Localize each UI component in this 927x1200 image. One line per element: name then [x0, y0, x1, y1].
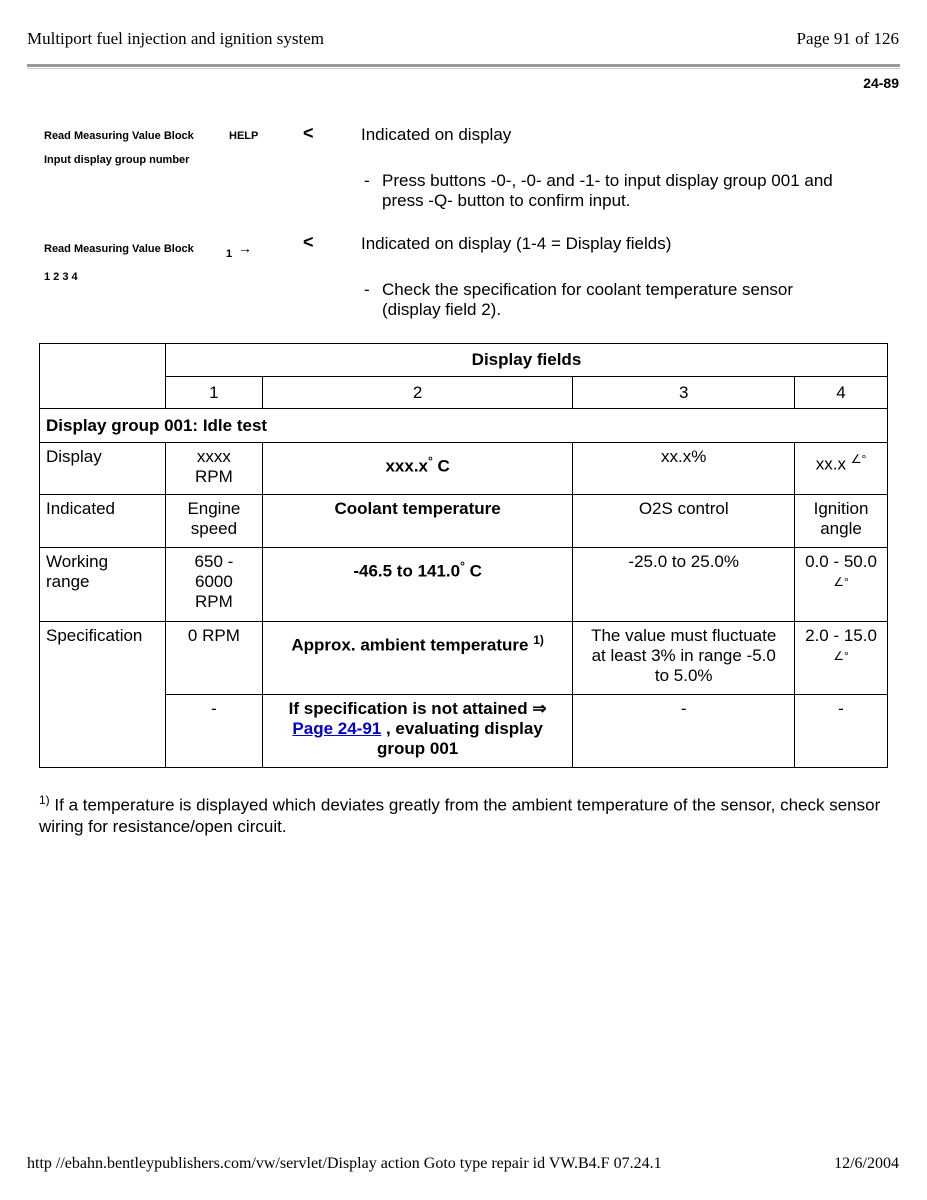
- section-page-code: 24-89: [863, 75, 899, 91]
- step1-indicated: Indicated on display: [361, 125, 512, 144]
- degree-icon: °: [428, 454, 433, 468]
- cell-text: RPM: [195, 467, 233, 486]
- cell-text: angle: [820, 519, 862, 538]
- group-title: Display group 001: Idle test: [40, 409, 888, 443]
- table-row: [40, 548, 888, 622]
- degree-icon: °: [460, 559, 465, 573]
- cell-spec-3: [573, 622, 795, 695]
- cell-text: 2.0 - 15.0: [805, 626, 877, 645]
- cell-text: Working: [46, 552, 109, 571]
- right-arrow-icon: →: [238, 240, 252, 256]
- cell-text: speed: [190, 519, 238, 538]
- cell-text: [801, 572, 881, 598]
- display-indicator-icon: <: [303, 232, 314, 252]
- cell-note-1: -: [165, 695, 262, 768]
- page-link[interactable]: Page 24-91: [292, 719, 382, 738]
- col-header-4: 4: [795, 377, 888, 409]
- row-label-display: Display: [40, 443, 166, 495]
- cell-display-2: [262, 443, 573, 495]
- cell-note-4: -: [795, 695, 888, 768]
- footnote: [39, 790, 899, 837]
- cell-display-4: [795, 443, 888, 495]
- angle-icon: ∠: [850, 452, 862, 466]
- cell-text: C: [464, 561, 482, 581]
- document-title: Multiport fuel injection and ignition system: [27, 29, 324, 48]
- cell-working-1: [165, 548, 262, 622]
- angle-icon: ∠: [833, 575, 844, 589]
- cell-text: Approx. ambient temperature: [291, 635, 529, 655]
- cell-text: -46.5 to 141.0: [353, 561, 461, 581]
- step1-label-help: HELP: [229, 130, 259, 142]
- cell-text-link-line: [269, 719, 567, 739]
- cell-text: range: [46, 572, 90, 591]
- step1-label-b: Input display group number: [44, 154, 190, 166]
- footnote-mark: 1): [39, 793, 50, 807]
- table-row: [40, 622, 888, 695]
- cell-text: xxx.x: [385, 456, 428, 476]
- header-rule: [27, 64, 900, 67]
- header-rule-shadow: [27, 68, 900, 69]
- cell-text: group 001: [377, 739, 459, 758]
- row-label-working: [40, 548, 166, 622]
- table-corner-cell: [40, 344, 166, 409]
- footnote-ref: 1): [533, 633, 544, 647]
- cell-display-3: xx.x%: [573, 443, 795, 495]
- step2-bullet-text-cont: (display field 2).: [382, 300, 502, 319]
- cell-note-3: -: [573, 695, 795, 768]
- cell-spec-2: [262, 622, 573, 695]
- footer-date: 12/6/2004: [834, 1155, 899, 1172]
- step2-indicated: Indicated on display (1-4 = Display fields): [361, 234, 672, 253]
- step2-bullet-text: Check the specification for coolant temperature sensor: [382, 280, 794, 299]
- col-header-2: 2: [262, 377, 573, 409]
- cell-text: C: [432, 456, 450, 476]
- degree-icon: °: [843, 575, 849, 589]
- cell-indicated-3: O2S control: [573, 495, 795, 548]
- col-header-3: 3: [573, 377, 795, 409]
- cell-working-4: [795, 548, 888, 622]
- cell-text: 650 -: [194, 552, 234, 571]
- cell-indicated-4: [795, 495, 888, 548]
- cell-spec-1: 0 RPM: [165, 622, 262, 695]
- col-header-1: 1: [165, 377, 262, 409]
- display-indicator-icon: <: [303, 123, 314, 143]
- step1-label-a: Read Measuring Value Block: [44, 130, 194, 142]
- table-row: [40, 695, 888, 768]
- cell-note-2: [262, 695, 573, 768]
- cell-text: at least 3% in range -5.0: [591, 646, 776, 665]
- cell-text: , evaluating display: [381, 719, 543, 738]
- cell-text: [801, 646, 881, 672]
- step2-label-a: Read Measuring Value Block: [44, 243, 194, 255]
- footnote-text: If a temperature is displayed which deviates greatly from the ambient temperature of the sensor, check sensor wiring for resistance/open circuit.: [39, 795, 881, 836]
- row-label-indicated: Indicated: [40, 495, 166, 548]
- step1-bullet: [364, 171, 884, 211]
- cell-text: Ignition: [813, 499, 869, 518]
- display-group-table: [39, 343, 888, 768]
- step1-bullet-text-cont: press -Q- button to confirm input.: [382, 191, 631, 210]
- degree-icon: °: [843, 649, 849, 663]
- display-fields-header: Display fields: [165, 344, 887, 377]
- cell-text: xx.x: [815, 454, 846, 474]
- row-label-specification: Specification: [40, 622, 166, 768]
- step2-label-num: 1: [226, 248, 233, 260]
- cell-spec-4: [795, 622, 888, 695]
- footer-url: http //ebahn.bentleypublishers.com/vw/servlet/Display action Goto type repair id VW.B4.F 07.24.1: [27, 1155, 662, 1172]
- cell-text: 6000: [195, 572, 233, 591]
- bullet-dash: -: [364, 171, 370, 190]
- degree-icon: °: [861, 452, 867, 466]
- cell-text: 0.0 - 50.0: [805, 552, 877, 571]
- angle-icon: ∠: [833, 649, 844, 663]
- cell-text: xxxx: [196, 447, 231, 466]
- cell-text: If specification is not attained ⇒: [288, 699, 547, 718]
- page-number: Page 91 of 126: [796, 29, 899, 48]
- step2-label-b: 1 2 3 4: [44, 271, 78, 283]
- cell-working-2: [262, 548, 573, 622]
- cell-text: to 5.0%: [654, 666, 713, 685]
- table-row: [40, 495, 888, 548]
- cell-working-3: -25.0 to 25.0%: [573, 548, 795, 622]
- cell-text: The value must fluctuate: [591, 626, 777, 645]
- cell-indicated-1: [165, 495, 262, 548]
- step2-bullet: [364, 280, 884, 320]
- table-row: [40, 443, 888, 495]
- step1-bullet-text: Press buttons -0-, -0- and -1- to input display group 001 and: [382, 171, 833, 190]
- cell-text: Engine: [187, 499, 241, 518]
- cell-indicated-2: Coolant temperature: [262, 495, 573, 548]
- cell-display-1: [165, 443, 262, 495]
- cell-text: RPM: [195, 592, 233, 611]
- bullet-dash: -: [364, 280, 370, 299]
